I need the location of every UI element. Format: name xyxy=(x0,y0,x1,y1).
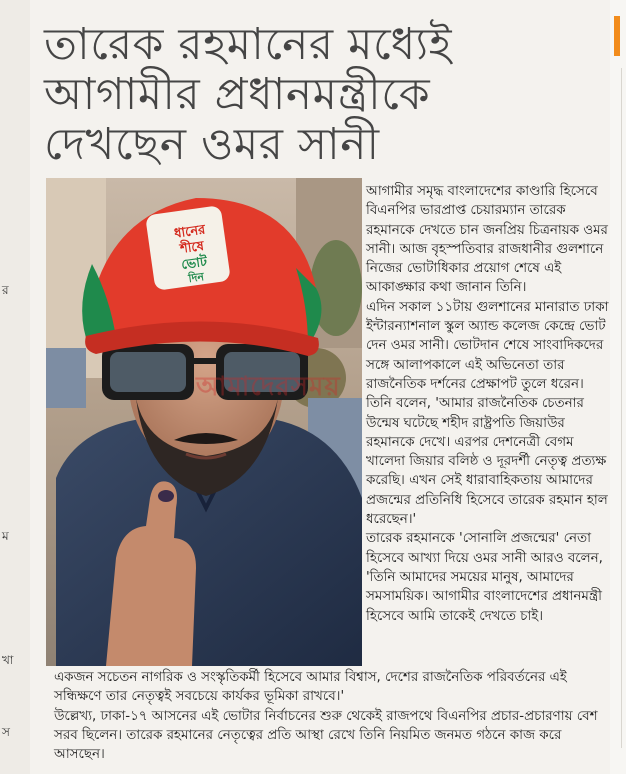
headline-line-3: দেখছেন ওমর সানী xyxy=(44,119,380,170)
paragraph-2: এদিন সকাল ১১টায় গুলশানের মানারাত ঢাকা ইন্টারন্যাশনাল স্কুল অ্যান্ড কলেজ কেন্দ্রে ভোট দেন ওমর সানী। ভোটদান শেষে সাংবাদিকদের সঙ্গে আলাপকালে এই অভিনেতা তার রাজনৈতিক দর্শনের প্রেক্ষাপট তুলে ধরেন। তিনি বলেন, 'আমার রাজনৈতিক চেতনার উন্মেষ ঘটেছে শহীদ রাষ্ট্রপতি জিয়াউর রহমানকে দেখে। এরপর দেশনেত্রী বেগম খালেদা জিয়ার বলিষ্ঠ ও দূরদর্শী নেতৃত্ব প্রত্যক্ষ করেছি। এখন সেই ধারাবাহিকতায় আমাদের প্রজন্মের প্রতিনিধি হিসেবে তারেক রহমান হাল ধরেছেন।' xyxy=(366,299,609,528)
adjacent-column-edge xyxy=(0,0,30,774)
cap-text-2: শীষে xyxy=(179,238,205,258)
paragraph-3: তারেক রহমানকে 'সোনালি প্রজন্মের' নেতা হিসেবে আখ্যা দিয়ে ওমর সানী আরও বলেন, 'তিনি আমাদের সময়ের মানুষ, আমাদের সমসাময়িক। আগামীর বাংলাদেশের প্রধানমন্ত্রী হিসেবে আমি তাকেই দেখতে চাই। xyxy=(366,531,603,624)
cap-text-4: দিন xyxy=(187,270,205,286)
paragraph-1: আগামীর সমৃদ্ধ বাংলাদেশের কাণ্ডারি হিসেবে বিএনপির ভারপ্রাপ্ত চেয়ারম্যান তারেক রহমানকে দেখতে চান জনপ্রিয় চিত্রনায়ক ওমর সানী। আজ বৃহস্পতিবার রাজধানীর গুলশানে নিজের ভোটাধিকার প্রয়োগ শেষে এই আকাঙ্ক্ষার কথা জানান তিনি। xyxy=(366,184,608,296)
article-photo xyxy=(46,178,362,666)
ink-mark xyxy=(158,490,174,502)
section-accent-bar xyxy=(614,16,620,56)
left-fragment: ম xyxy=(2,529,9,543)
left-fragment: স xyxy=(2,725,10,739)
right-margin xyxy=(610,0,626,774)
paragraph-3-continued: একজন সচেতন নাগরিক ও সংস্কৃতিকর্মী হিসেবে আমার বিশ্বাস, দেশের রাজনৈতিক পরিবর্তনের এই সন্ধিক্ষণে তার নেতৃত্বই সবচেয়ে কার্যকর ভূমিকা রাখবে।' xyxy=(54,670,567,705)
article-body-wide xyxy=(54,668,610,764)
watermark: আমাদেরসময় xyxy=(196,372,341,402)
article-body-column xyxy=(366,182,610,626)
left-fragment: র xyxy=(2,283,9,297)
headline xyxy=(44,20,584,170)
column-rule xyxy=(621,68,622,748)
left-fragment: খা xyxy=(2,653,14,667)
portrait-illustration xyxy=(46,178,362,666)
headline-line-2: আগামীর প্রধানমন্ত্রীকে xyxy=(44,69,431,120)
headline-line-1: তারেক রহমানের মধ্যেই xyxy=(44,19,452,70)
paragraph-4: উল্লেখ্য, ঢাকা-১৭ আসনের এই ভোটার নির্বাচনের শুরু থেকেই রাজপথে বিএনপির প্রচার-প্রচারণায় বেশ সরব ছিলেন। তারেক রহমানের নেতৃত্বের প্রতি আস্থা রেখে তিনি নিয়মিত জনমত গঠনে কাজ করে আসছেন। xyxy=(54,708,598,763)
cap-text-3: ভোট xyxy=(180,254,209,274)
cap-text-1: ধানের xyxy=(173,222,207,242)
